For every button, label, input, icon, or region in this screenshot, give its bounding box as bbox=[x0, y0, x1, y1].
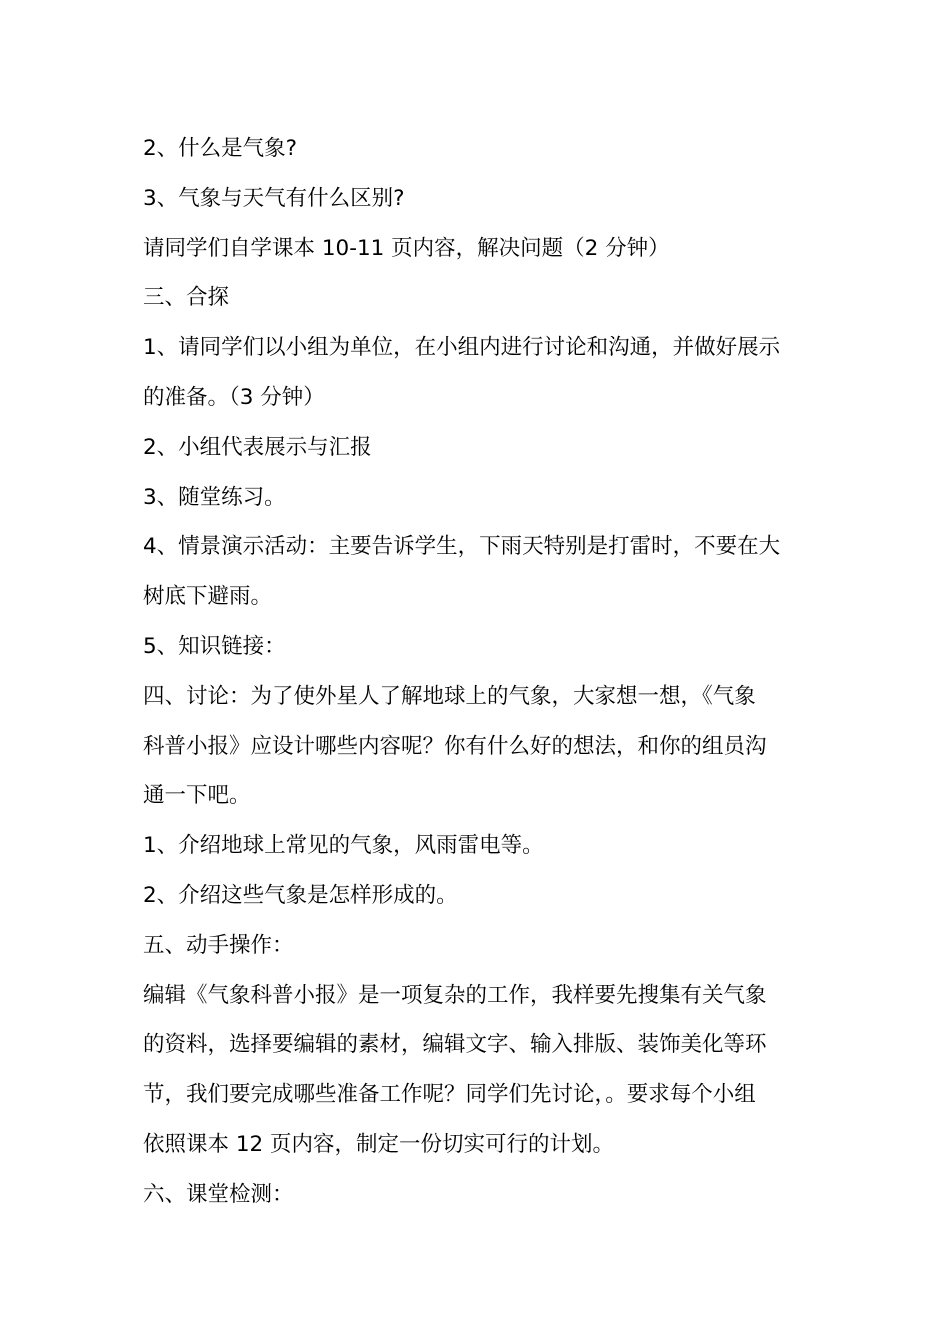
paragraph-scenario-activity-line-2: 树底下避雨。 bbox=[143, 584, 273, 610]
section-discussion-line-2: 科普小报》应设计哪些内容呢？你有什么好的想法，和你的组员沟 bbox=[143, 733, 767, 759]
paragraph-editing-line-3: 节，我们要完成哪些准备工作呢？同学们先讨论，。要求每个小组 bbox=[143, 1082, 756, 1108]
item-group-report: 2、小组代表展示与汇报 bbox=[143, 434, 372, 460]
section-discussion-line-3: 通一下吧。 bbox=[143, 783, 251, 809]
item-weather-formation: 2、介绍这些气象是怎样形成的。 bbox=[143, 882, 458, 908]
paragraph-editing-line-1: 编辑《气象科普小报》是一项复杂的工作，我样要先搜集有关气象 bbox=[143, 982, 767, 1008]
section-heading-class-test: 六、课堂检测： bbox=[143, 1181, 294, 1207]
paragraph-editing-line-4: 依照课本 12 页内容，制定一份切实可行的计划。 bbox=[143, 1131, 615, 1157]
section-discussion-line-1: 四、讨论：为了使外星人了解地球上的气象，大家想一想，《气象 bbox=[143, 683, 756, 709]
question-meteorology-vs-weather: 3、气象与天气有什么区别? bbox=[143, 185, 405, 211]
item-class-practice: 3、随堂练习。 bbox=[143, 484, 286, 510]
document-body bbox=[143, 124, 815, 1220]
self-study-instruction: 请同学们自学课本 10-11 页内容，解决问题（2 分钟） bbox=[143, 235, 670, 261]
item-common-weather: 1、介绍地球上常见的气象，风雨雷电等。 bbox=[143, 833, 544, 859]
paragraph-scenario-activity-line-1: 4、情景演示活动：主要告诉学生，下雨天特别是打雷时，不要在大 bbox=[143, 534, 781, 560]
section-heading-hands-on: 五、动手操作： bbox=[143, 932, 294, 958]
paragraph-group-discussion-line-2: 的准备。（3 分钟） bbox=[143, 384, 325, 410]
paragraph-group-discussion-line-1: 1、请同学们以小组为单位，在小组内进行讨论和沟通，并做好展示 bbox=[143, 335, 781, 361]
paragraph-editing-line-2: 的资料，选择要编辑的素材，编辑文字、输入排版、装饰美化等环 bbox=[143, 1032, 767, 1058]
section-heading-cooperative-inquiry: 三、合探 bbox=[143, 285, 230, 311]
question-what-is-meteorology: 2、什么是气象? bbox=[143, 136, 298, 161]
item-knowledge-link: 5、知识链接： bbox=[143, 633, 286, 659]
